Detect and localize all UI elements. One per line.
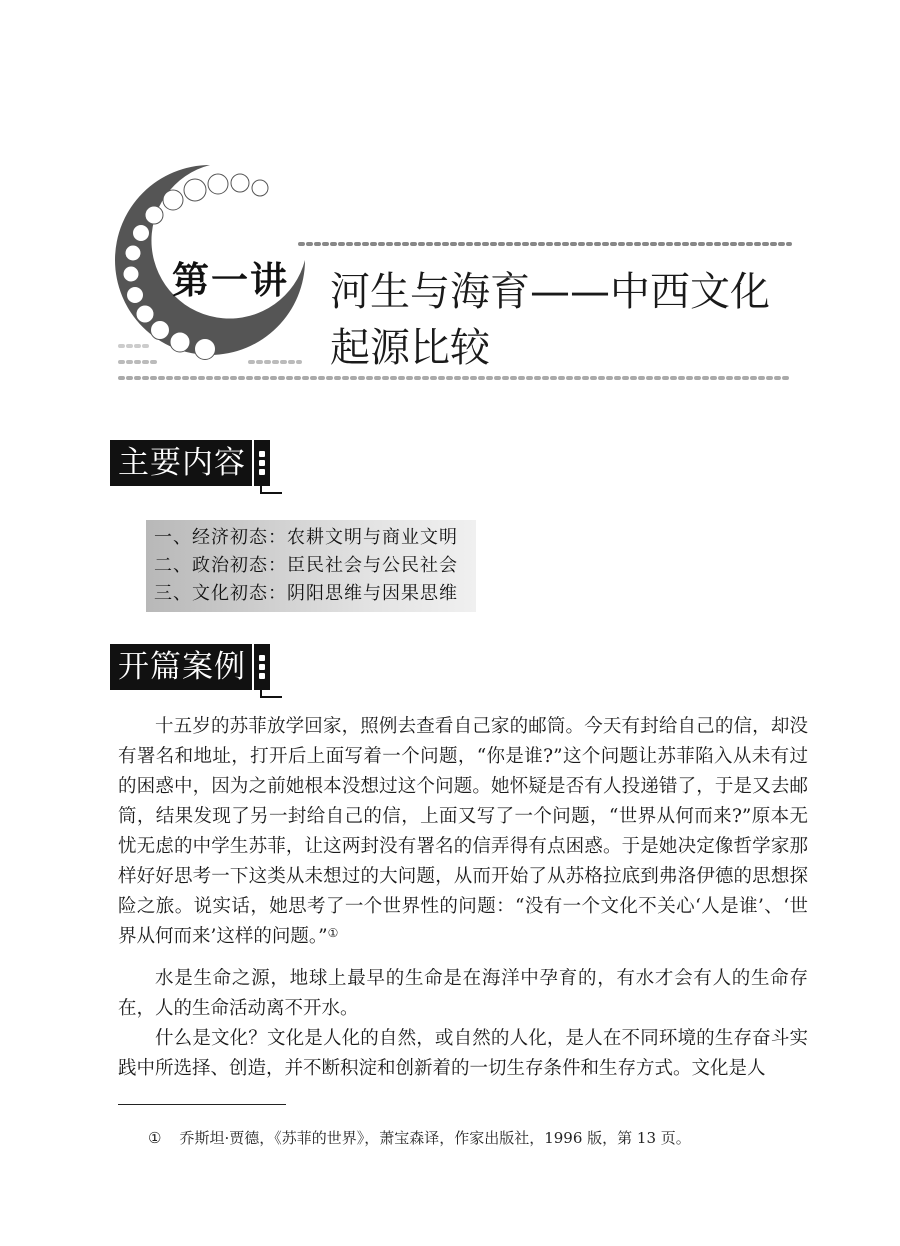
footnote-reference[interactable]: ①	[327, 926, 339, 940]
contents-list	[146, 520, 476, 612]
lecture-label: 第一讲	[172, 259, 289, 302]
main-content-header-label: 主要内容	[110, 440, 252, 486]
colon-dots-icon	[254, 440, 270, 486]
colon-dots-icon	[254, 644, 270, 690]
corner-mark-icon	[260, 482, 282, 494]
opening-case-header-label: 开篇案例	[110, 644, 252, 690]
footnote-mark: ①	[148, 1129, 162, 1147]
chapter-title-line2: 起源比较	[330, 325, 490, 371]
footnote	[148, 1127, 691, 1148]
opening-case-header	[110, 644, 270, 690]
paragraph	[118, 712, 808, 952]
paragraph: 水是生命之源，地球上最早的生命是在海洋中孕育的，有水才会有人的生命存在，人的生命活动离不开水。	[118, 968, 808, 1019]
chapter-title	[330, 264, 800, 376]
paragraph: 什么是文化？文化是人化的自然，或自然的人化，是人在不同环境的生存奋斗实践中所选择、创造，并不断积淀和创新着的一切生存条件和生存方式。文化是人	[118, 1028, 808, 1079]
footnote-text: 乔斯坦·贾德，《苏菲的世界》，萧宝森译，作家出版社，1996 版，第 13 页。	[179, 1129, 691, 1147]
body-text	[118, 712, 808, 1084]
corner-mark-icon	[260, 686, 282, 698]
footnote-divider	[118, 1104, 286, 1105]
chapter-title-line1: 河生与海育——中西文化	[330, 269, 770, 315]
paragraph-text: 十五岁的苏菲放学回家，照例去查看自己家的邮筒。今天有封给自己的信，却没有署名和地址，打开后上面写着一个问题，“你是谁?”这个问题让苏菲陷入从未有过的困惑中，因为之前她根本没想过这个问题。她怀疑是否有人投递错了，于是又去邮筒，结果发现了另一封给自己的信，上面又写了一个问题，“世界从何而来?”原本无忧无虑的中学生苏菲，让这两封没有署名的信弄得有点困惑。于是她决定像哲学家那样好好思考一下这类从未想过的大问题，从而开始了从苏格拉底到弗洛伊德的思想探险之旅。说实话，她思考了一个世界性的问题：“没有一个文化不关心‘人是谁’、‘世界从何而来’这样的问题。”	[118, 716, 808, 947]
main-content-header	[110, 440, 270, 486]
contents-item: 一、经济初态：农耕文明与商业文明	[154, 527, 458, 548]
contents-item: 二、政治初态：臣民社会与公民社会	[154, 555, 458, 576]
contents-item: 三、文化初态：阴阳思维与因果思维	[154, 583, 458, 604]
